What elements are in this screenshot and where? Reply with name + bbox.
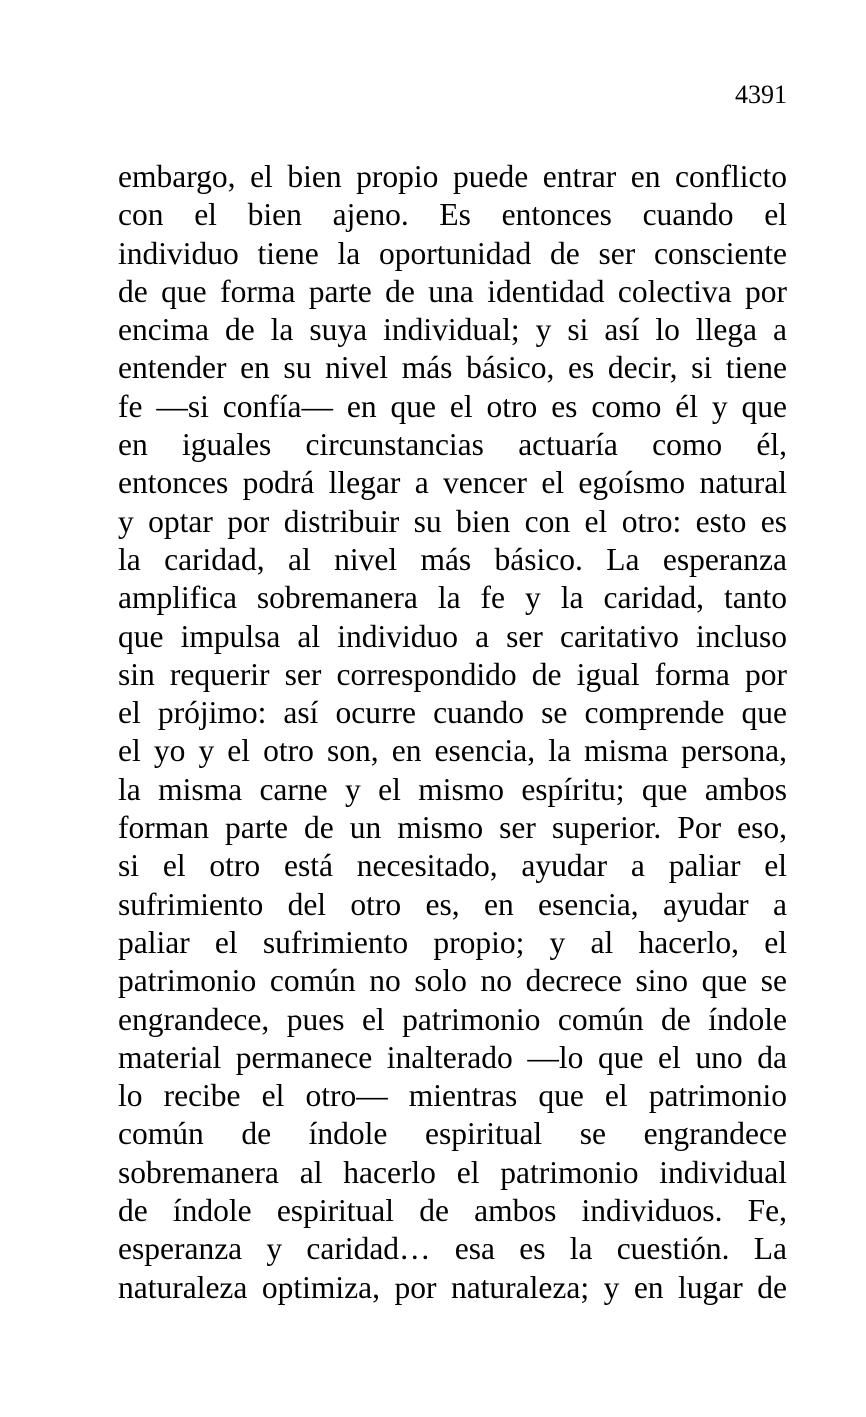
text-line: sin requerir ser correspondido de igual forma por: [118, 656, 787, 692]
text-line: con el bien ajeno. Es entonces cuando el: [118, 197, 787, 233]
text-line: en iguales circunstancias actuaría como él,: [118, 427, 787, 463]
text-line: forman parte de un mismo ser superior. Por eso,: [118, 810, 787, 846]
text-line: encima de la suya individual; y si así lo llega a: [118, 312, 787, 348]
text-line: de que forma parte de una identidad colectiva por: [118, 273, 787, 309]
text-line: el prójimo: así ocurre cuando se comprende que: [118, 695, 787, 731]
text-line: amplifica sobremanera la fe y la caridad, tanto: [118, 580, 787, 616]
text-line: naturaleza optimiza, por naturaleza; y en lugar de: [118, 1269, 787, 1305]
text-line: que impulsa al individuo a ser caritativo incluso: [118, 618, 787, 654]
text-line: de índole espiritual de ambos individuos. Fe,: [118, 1193, 787, 1229]
text-line: y optar por distribuir su bien con el otro: esto es: [118, 503, 787, 539]
text-line: lo recibe el otro— mientras que el patrimonio: [118, 1078, 787, 1114]
text-line: sobremanera al hacerlo el patrimonio individual: [118, 1154, 787, 1190]
text-line: la misma carne y el mismo espíritu; que ambos: [118, 771, 787, 807]
text-line: paliar el sufrimiento propio; y al hacerlo, el: [118, 924, 787, 960]
text-line: sufrimiento del otro es, en esencia, ayudar a: [118, 886, 787, 922]
page-number: 4391: [735, 80, 787, 109]
text-line: la caridad, al nivel más básico. La esperanza: [118, 541, 787, 577]
text-line: embargo, el bien propio puede entrar en conflicto: [118, 159, 787, 194]
text-line: fe —si confía— en que el otro es como él y que: [118, 388, 787, 424]
text-line: si el otro está necesitado, ayudar a paliar el: [118, 848, 787, 884]
text-line: entender en su nivel más básico, es decir, si tiene: [118, 350, 787, 386]
text-line: común de índole espiritual se engrandece: [118, 1116, 787, 1152]
text-line: patrimonio común no solo no decrece sino que se: [118, 963, 787, 999]
text-line: material permanece inalterado —lo que el uno da: [118, 1039, 787, 1075]
text-line: entonces podrá llegar a vencer el egoísmo natural: [118, 465, 787, 501]
text-line: individuo tiene la oportunidad de ser consciente: [118, 235, 787, 271]
text-line: esperanza y caridad… esa es la cuestión. La: [118, 1231, 787, 1267]
body-text: [118, 158, 787, 1307]
text-line: engrandece, pues el patrimonio común de índole: [118, 1001, 787, 1037]
text-line: el yo y el otro son, en esencia, la misma persona,: [118, 733, 787, 769]
